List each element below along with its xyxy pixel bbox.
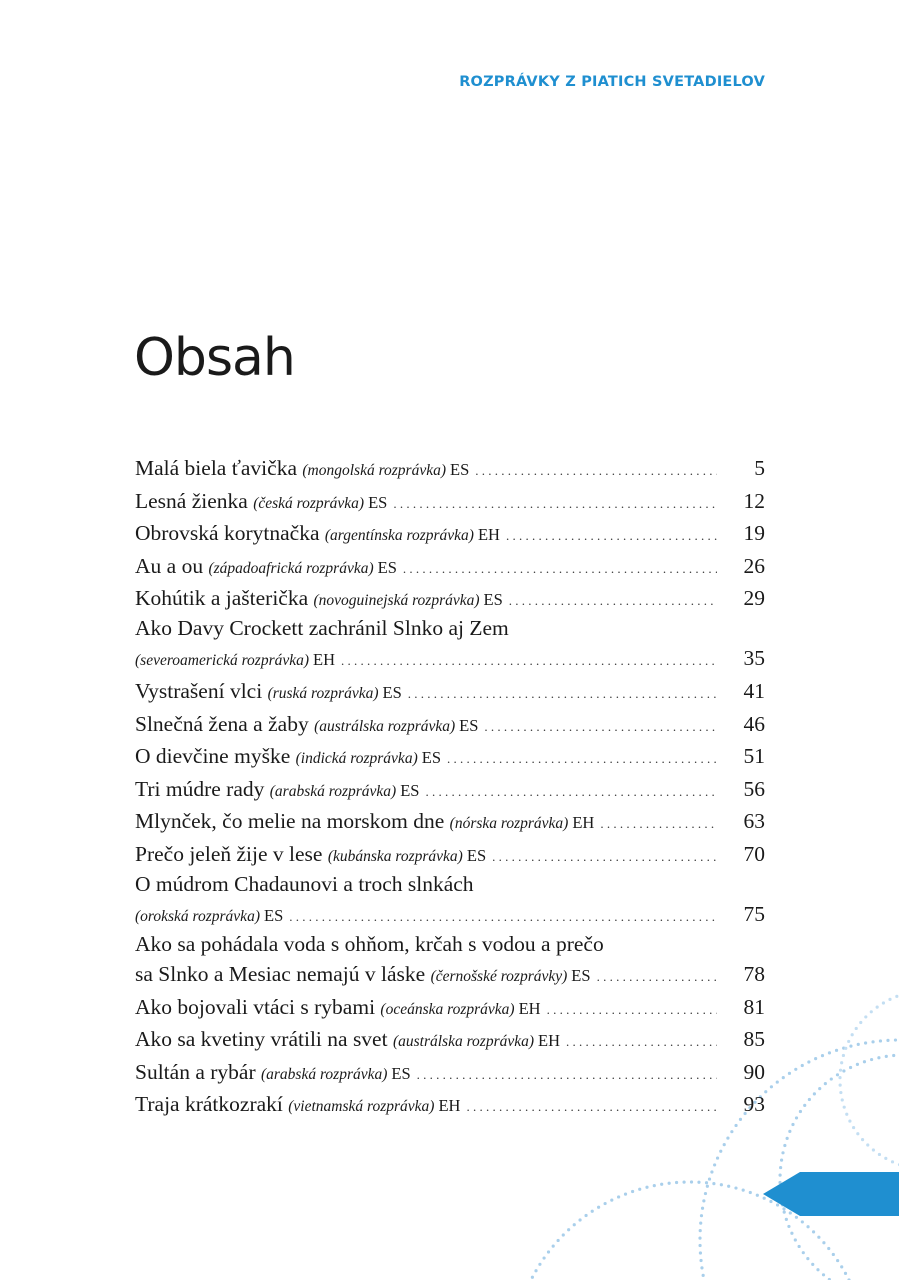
entry-suffix: EH [538, 1031, 561, 1051]
entry-page: 29 [743, 586, 765, 611]
toc-entry[interactable] [135, 773, 765, 806]
entry-page: 85 [743, 1027, 765, 1052]
page-title: Obsah [134, 328, 295, 388]
entry-suffix: EH [438, 1096, 461, 1116]
entry-origin: (arabská rozprávka) [269, 782, 397, 800]
entry-page: 75 [743, 901, 765, 926]
toc-entry[interactable] [135, 1088, 765, 1121]
dotted-circle-top [840, 990, 899, 1170]
entry-page: 5 [754, 456, 765, 480]
entry-title: Obrovská korytnačka [135, 521, 320, 546]
entry-title: Malá biela ťavička [135, 456, 297, 480]
dot-leader [419, 776, 717, 809]
entry-page: 12 [743, 488, 765, 513]
dot-leader [335, 644, 717, 677]
entry-page: 70 [743, 841, 765, 866]
table-of-contents [135, 452, 765, 1121]
entry-page: 35 [743, 645, 765, 670]
back-arrow-icon [763, 1172, 800, 1216]
entry-title: Kohútik a jašterička [135, 586, 309, 611]
toc-entry[interactable] [135, 485, 765, 518]
nav-tab [800, 1172, 899, 1216]
toc-entry[interactable] [135, 1023, 765, 1056]
entry-origin: (vietnamská rozprávka) [288, 1098, 435, 1116]
entry-suffix: EH [477, 525, 500, 545]
entry-title: Mlynček, čo melie na morskom dne [135, 809, 445, 834]
toc-entry[interactable] [135, 582, 765, 615]
toc-entry[interactable] [135, 931, 765, 991]
dot-leader [541, 994, 717, 1027]
entry-origin: (novoguinejská rozprávka) [313, 592, 480, 610]
entry-page: 90 [743, 1059, 765, 1084]
toc-entry[interactable] [135, 452, 765, 485]
entry-suffix: ES [377, 557, 397, 577]
entry-title: Prečo jeleň žije v lese [135, 841, 323, 866]
entry-suffix: EH [313, 649, 336, 669]
entry-title: Vystrašení vlci [135, 678, 263, 703]
entry-suffix: ES [368, 492, 388, 512]
dot-leader [469, 455, 717, 488]
toc-entry[interactable] [135, 838, 765, 871]
entry-page: 81 [743, 994, 765, 1019]
book-header: ROZPRÁVKY Z PIATICH SVETADIELOV [459, 74, 765, 90]
entry-title: Tri múdre rady [135, 776, 265, 801]
entry-origin: (česká rozprávka) [253, 494, 365, 512]
entry-page: 51 [743, 744, 765, 769]
entry-origin: (orokská rozprávka) [135, 907, 260, 925]
entry-suffix: ES [391, 1063, 411, 1083]
dot-leader [594, 808, 717, 841]
entry-page: 46 [743, 711, 765, 736]
entry-title: Slnečná žena a žaby [135, 711, 309, 736]
toc-entry[interactable] [135, 740, 765, 773]
entry-suffix: ES [382, 682, 402, 702]
dot-leader [560, 1026, 717, 1059]
entry-suffix: ES [421, 748, 441, 768]
entry-origin: (severoamerická rozprávka) [135, 651, 310, 669]
entry-page: 93 [743, 1092, 765, 1117]
entry-page: 41 [743, 678, 765, 703]
entry-origin: (austrálska rozprávka) [392, 1033, 535, 1051]
entry-title-line: Ako Davy Crockett zachránil Slnko aj Zem [135, 615, 509, 640]
entry-suffix: EH [518, 998, 541, 1018]
entry-title-line: O múdrom Chadaunovi a troch slnkách [135, 871, 474, 896]
toc-entry[interactable] [135, 615, 765, 675]
dot-leader [283, 900, 717, 933]
entry-title: Sultán a rybár [135, 1059, 256, 1084]
dot-leader [478, 711, 717, 744]
dot-leader [387, 488, 717, 521]
dot-leader [441, 743, 717, 776]
entry-suffix: ES [263, 905, 284, 925]
entry-origin: (západoafrická rozprávka) [208, 559, 374, 577]
entry-origin: (nórska rozprávka) [449, 815, 569, 833]
dotted-circle-small [780, 1055, 899, 1280]
toc-entry[interactable] [135, 991, 765, 1024]
toc-entry[interactable] [135, 708, 765, 741]
entry-title: Ako sa kvetiny vrátili na svet [135, 1027, 388, 1052]
entry-origin: (arabská rozprávka) [260, 1065, 388, 1083]
entry-title: sa Slnko a Mesiac nemajú v láske [135, 961, 426, 986]
entry-origin: (ruská rozprávka) [267, 684, 379, 702]
dot-leader [503, 585, 717, 618]
entry-page: 19 [743, 521, 765, 546]
entry-suffix: ES [459, 715, 479, 735]
dot-leader [402, 678, 717, 711]
entry-suffix: ES [483, 590, 503, 610]
dot-leader [500, 520, 717, 553]
toc-entry[interactable] [135, 550, 765, 583]
dot-leader [411, 1059, 717, 1092]
toc-entry[interactable] [135, 675, 765, 708]
entry-origin: (indická rozprávka) [295, 750, 418, 768]
entry-origin: (černošské rozprávky) [430, 967, 568, 985]
dot-leader [460, 1091, 717, 1124]
toc-entry[interactable] [135, 805, 765, 838]
entry-title: Lesná žienka [135, 488, 248, 513]
entry-suffix: ES [466, 845, 487, 865]
entry-suffix: ES [571, 965, 591, 985]
entry-title-line: Ako sa pohádala voda s ohňom, krčah s vodou a prečo [135, 931, 604, 956]
toc-entry[interactable] [135, 1056, 765, 1089]
entry-page: 63 [743, 809, 765, 834]
entry-origin: (austrálska rozprávka) [314, 717, 456, 735]
toc-entry[interactable] [135, 517, 765, 550]
entry-page: 56 [743, 776, 765, 801]
dot-leader [486, 841, 717, 874]
entry-origin: (oceánska rozprávka) [380, 1000, 515, 1018]
entry-title: Ako bojovali vtáci s rybami [135, 994, 376, 1019]
entry-title: Traja krátkozrakí [135, 1092, 283, 1117]
entry-suffix: ES [400, 780, 420, 800]
dot-leader [397, 553, 717, 586]
entry-suffix: ES [450, 460, 470, 479]
dot-leader [591, 960, 717, 993]
entry-page: 26 [743, 553, 765, 578]
entry-title: Au a ou [135, 553, 204, 578]
toc-entry[interactable] [135, 871, 765, 931]
entry-page: 78 [743, 961, 765, 986]
entry-origin: (argentínska rozprávka) [324, 527, 474, 545]
entry-origin: (kubánska rozprávka) [327, 847, 463, 865]
entry-origin: (mongolská rozprávka) [302, 462, 447, 479]
entry-title: O dievčine myške [135, 744, 291, 769]
entry-suffix: EH [572, 813, 595, 833]
